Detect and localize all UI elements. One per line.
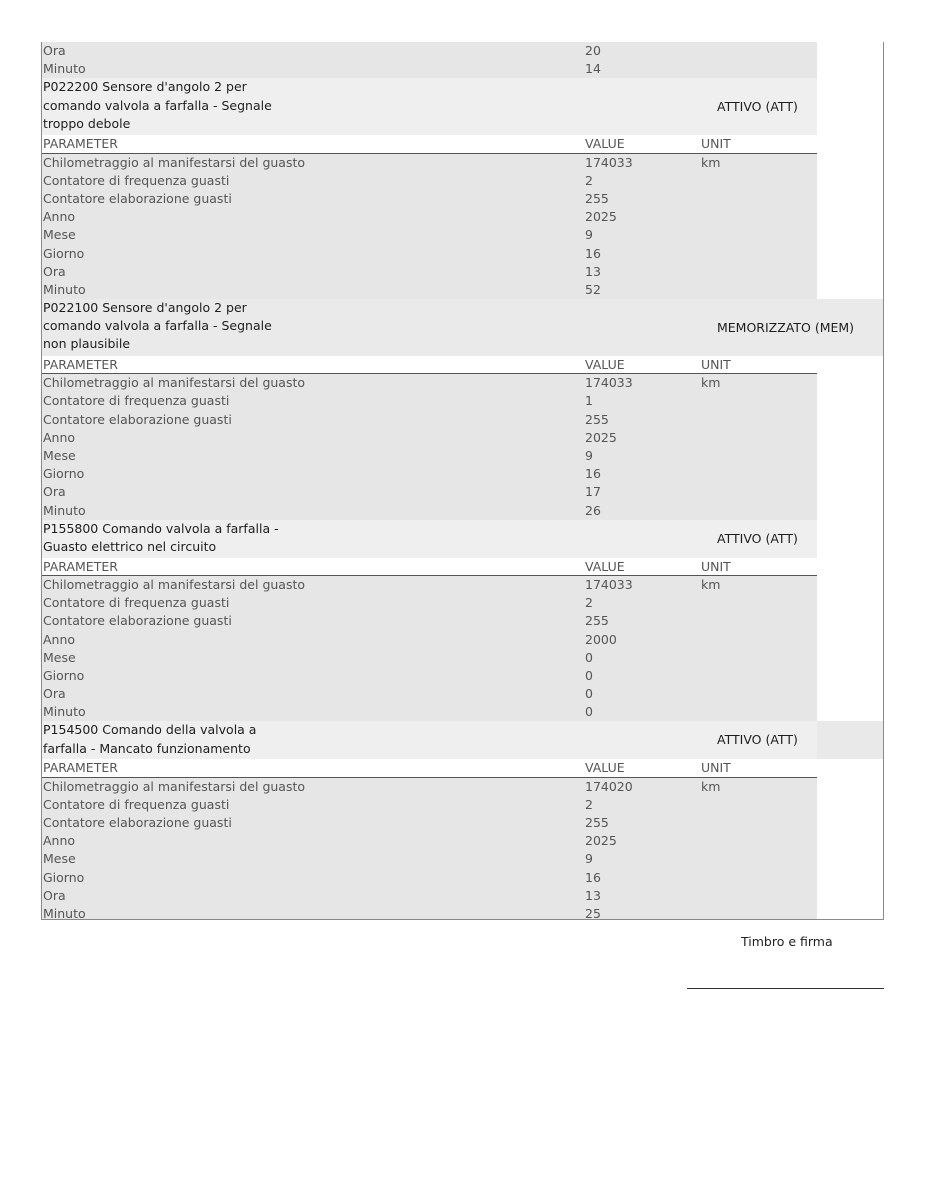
table-row xyxy=(42,447,883,465)
table-row xyxy=(42,483,883,501)
fault-title: P155800 Comando valvola a farfalla - Guasto elettrico nel circuito xyxy=(43,520,279,554)
value-cell: 13 xyxy=(585,263,601,279)
unit-cell: km xyxy=(701,576,721,592)
value-cell: 2025 xyxy=(585,833,617,849)
table-row xyxy=(42,374,883,392)
value-cell: 1 xyxy=(585,393,593,409)
table-header-row xyxy=(42,135,883,153)
value-cell: 14 xyxy=(585,61,601,77)
table-row xyxy=(42,465,883,483)
table-row xyxy=(42,502,883,520)
parameter-cell: Giorno xyxy=(43,245,85,261)
parameter-cell: Minuto xyxy=(43,704,86,720)
parameter-cell: Contatore elaborazione guasti xyxy=(43,613,232,629)
parameter-cell: Anno xyxy=(43,209,76,225)
column-header-value: VALUE xyxy=(585,136,625,152)
parameter-cell: Giorno xyxy=(43,466,85,482)
parameter-cell: Ora xyxy=(43,686,66,702)
value-cell: 0 xyxy=(585,649,593,665)
table-header-row xyxy=(42,356,883,374)
column-header-unit: UNIT xyxy=(701,136,731,152)
fault-title: P154500 Comando della valvola a farfalla - Mancato funzionamento xyxy=(43,722,257,756)
value-cell: 2000 xyxy=(585,631,617,647)
fault-header xyxy=(42,520,883,558)
parameter-cell: Ora xyxy=(43,263,66,279)
parameter-cell: Contatore elaborazione guasti xyxy=(43,190,232,206)
value-cell: 0 xyxy=(585,686,593,702)
table-row xyxy=(42,245,883,263)
fault-header xyxy=(42,721,883,759)
column-header-unit: UNIT xyxy=(701,357,731,373)
parameter-cell: Contatore di frequenza guasti xyxy=(43,172,230,188)
value-cell: 25 xyxy=(585,905,601,920)
parameter-cell: Minuto xyxy=(43,905,86,920)
fault-report-table xyxy=(41,42,884,920)
value-cell: 9 xyxy=(585,448,593,463)
parameter-cell: Mese xyxy=(43,851,76,867)
column-header-value: VALUE xyxy=(585,357,625,373)
value-cell: 2 xyxy=(585,172,593,188)
value-cell: 174033 xyxy=(585,154,633,170)
parameter-cell: Minuto xyxy=(43,502,86,518)
value-cell: 9 xyxy=(585,851,593,867)
value-cell: 16 xyxy=(585,466,601,482)
parameter-cell: Contatore di frequenza guasti xyxy=(43,796,230,812)
value-cell: 2025 xyxy=(585,429,617,445)
value-cell: 0 xyxy=(585,667,593,683)
table-row xyxy=(42,814,883,832)
parameter-cell: Anno xyxy=(43,833,76,849)
table-header-row xyxy=(42,759,883,777)
value-cell: 174033 xyxy=(585,375,633,391)
parameter-cell: Anno xyxy=(43,631,76,647)
parameter-cell: Mese xyxy=(43,448,76,463)
value-cell: 174033 xyxy=(585,576,633,592)
fault-status: ATTIVO (ATT) xyxy=(717,98,798,114)
column-header-parameter: PARAMETER xyxy=(43,136,118,152)
value-cell: 26 xyxy=(585,502,601,518)
table-row xyxy=(42,392,883,410)
column-header-unit: UNIT xyxy=(701,760,731,776)
table-row xyxy=(42,887,883,905)
value-cell: 255 xyxy=(585,190,609,206)
fault-header xyxy=(42,299,883,356)
value-cell: 9 xyxy=(585,227,593,243)
table-row xyxy=(42,190,883,208)
column-header-value: VALUE xyxy=(585,558,625,574)
parameter-cell: Anno xyxy=(43,429,76,445)
value-cell: 2025 xyxy=(585,209,617,225)
value-cell: 16 xyxy=(585,869,601,885)
table-row xyxy=(42,172,883,190)
value-cell: 52 xyxy=(585,281,601,297)
table-row xyxy=(42,263,883,281)
parameter-cell: Mese xyxy=(43,227,76,243)
table-row xyxy=(42,905,883,920)
table-row xyxy=(42,594,883,612)
unit-cell: km xyxy=(701,154,721,170)
table-row xyxy=(42,685,883,703)
fault-status: MEMORIZZATO (MEM) xyxy=(717,319,855,335)
value-cell: 13 xyxy=(585,887,601,903)
parameter-cell: Chilometraggio al manifestarsi del guasto xyxy=(43,375,306,391)
parameter-cell: Giorno xyxy=(43,667,85,683)
value-cell: 17 xyxy=(585,484,601,500)
fault-status: ATTIVO (ATT) xyxy=(717,732,798,748)
table-row xyxy=(42,612,883,630)
fault-header xyxy=(42,78,883,135)
table-row xyxy=(42,869,883,887)
parameter-cell: Giorno xyxy=(43,869,85,885)
fault-title: P022100 Sensore d'angolo 2 per comando valvola a farfalla - Segnale non plausibile xyxy=(43,300,272,352)
table-row xyxy=(42,429,883,447)
table-row xyxy=(42,850,883,868)
table-row xyxy=(42,832,883,850)
table-row xyxy=(42,778,883,796)
value-cell: 2 xyxy=(585,595,593,611)
table-row xyxy=(42,226,883,244)
value-cell: 255 xyxy=(585,815,609,830)
column-header-parameter: PARAMETER xyxy=(43,357,118,373)
parameter-cell: Contatore di frequenza guasti xyxy=(43,393,230,409)
unit-cell: km xyxy=(701,375,721,391)
fault-status: ATTIVO (ATT) xyxy=(717,530,798,546)
value-cell: 2 xyxy=(585,796,593,812)
table-header-row xyxy=(42,558,883,576)
parameter-cell: Mese xyxy=(43,649,76,665)
table-row xyxy=(42,576,883,594)
parameter-cell: Minuto xyxy=(43,61,86,77)
table-row xyxy=(42,281,883,299)
table-row xyxy=(42,667,883,685)
parameter-cell: Contatore elaborazione guasti xyxy=(43,815,232,830)
column-header-unit: UNIT xyxy=(701,558,731,574)
table-row xyxy=(42,631,883,649)
stamp-and-signature-label: Timbro e firma xyxy=(741,934,833,949)
parameter-cell: Chilometraggio al manifestarsi del guasto xyxy=(43,778,306,794)
value-cell: 255 xyxy=(585,411,609,427)
value-cell: 174020 xyxy=(585,778,633,794)
value-cell: 20 xyxy=(585,43,601,58)
table-row xyxy=(42,42,883,60)
parameter-cell: Contatore elaborazione guasti xyxy=(43,411,232,427)
unit-cell: km xyxy=(701,778,721,794)
fault-title: P022200 Sensore d'angolo 2 per comando valvola a farfalla - Segnale troppo debole xyxy=(43,79,272,131)
parameter-cell: Chilometraggio al manifestarsi del guasto xyxy=(43,576,306,592)
column-header-parameter: PARAMETER xyxy=(43,558,118,574)
table-row xyxy=(42,703,883,721)
parameter-cell: Contatore di frequenza guasti xyxy=(43,595,230,611)
signature-line xyxy=(687,988,884,989)
value-cell: 16 xyxy=(585,245,601,261)
column-header-parameter: PARAMETER xyxy=(43,760,118,776)
parameter-cell: Ora xyxy=(43,887,66,903)
parameter-cell: Ora xyxy=(43,43,66,58)
column-header-value: VALUE xyxy=(585,760,625,776)
parameter-cell: Minuto xyxy=(43,281,86,297)
parameter-cell: Ora xyxy=(43,484,66,500)
parameter-cell: Chilometraggio al manifestarsi del guasto xyxy=(43,154,306,170)
table-row xyxy=(42,796,883,814)
table-row xyxy=(42,208,883,226)
table-row xyxy=(42,649,883,667)
table-row xyxy=(42,60,883,78)
value-cell: 255 xyxy=(585,613,609,629)
table-row xyxy=(42,154,883,172)
value-cell: 0 xyxy=(585,704,593,720)
table-row xyxy=(42,411,883,429)
